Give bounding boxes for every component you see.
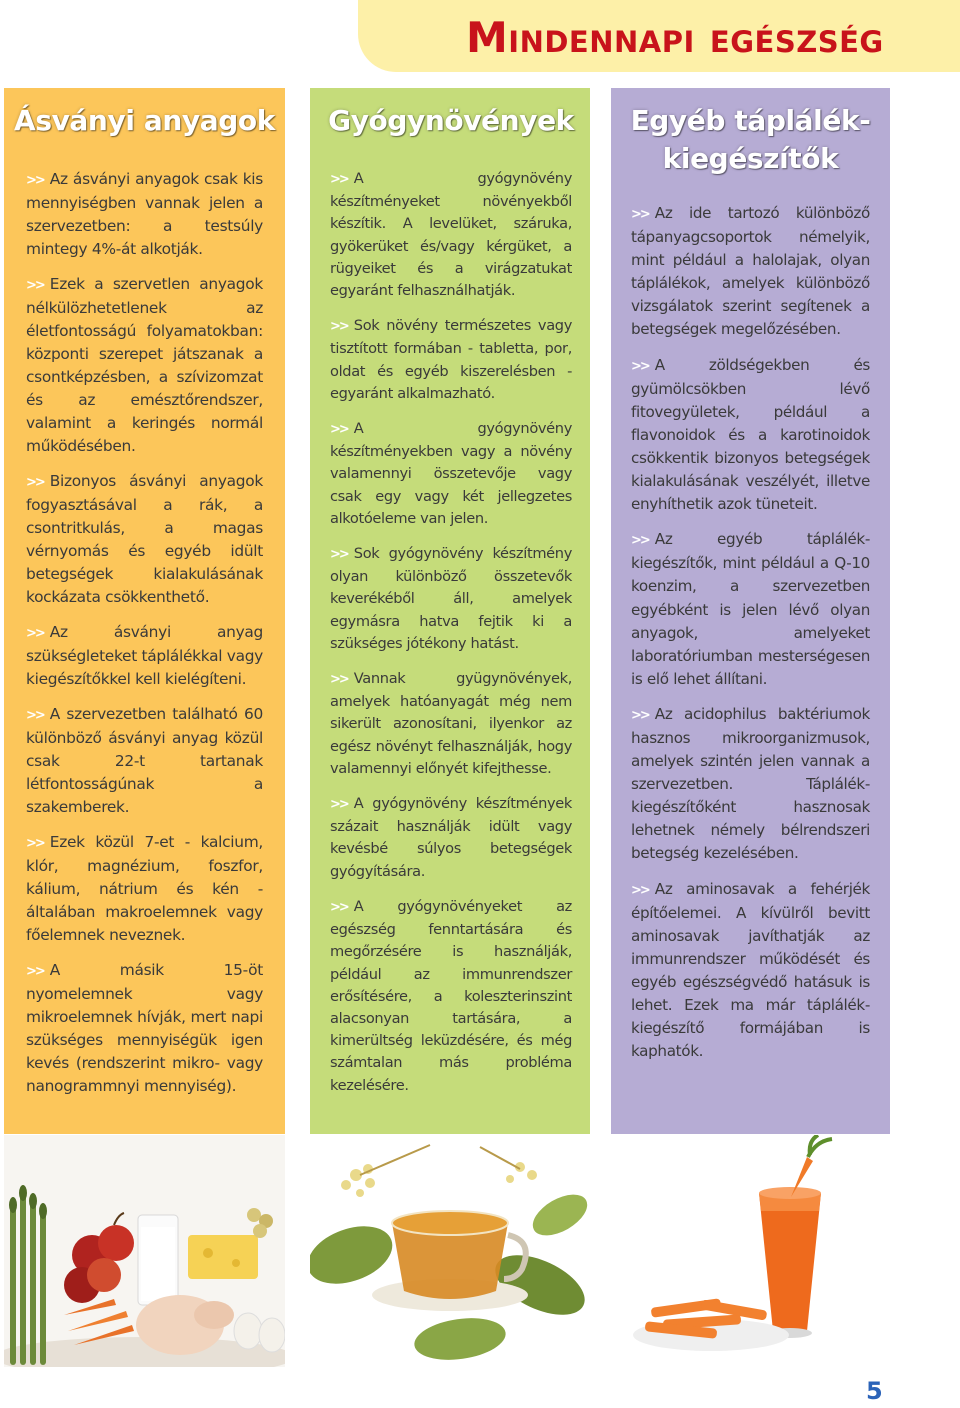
food-assortment-illustration (4, 1135, 285, 1367)
paragraph: >> A gyógynövény készítmények százait használják idült vagy kevésbé súlyos betegségek gyógyítására. (330, 795, 572, 880)
bullet-arrow-icon: >> (26, 173, 44, 188)
carrot-juice-illustration (611, 1135, 890, 1367)
column-supplements (611, 88, 890, 1134)
paragraph: >> Az ide tartozó különböző tápanyagcsoportok némelyik, mint például a halolajak, olyan táplálékok, amelyek különböző vizsgálatok szerint segítenek a betegségek megelőzésében. (631, 204, 870, 339)
bullet-arrow-icon: >> (26, 836, 44, 851)
page-number: 5 (866, 1377, 883, 1405)
bullet-arrow-icon: >> (26, 278, 44, 293)
paragraph: >> Az acidophilus baktériumok hasznos mikroorganizmusok, amelyek szintén jelen vannak a szervezetben. Táplálék-kiegészítőként hasznosak lehetnek némely bélrendszeri betegség kezelésében. (631, 704, 870, 863)
bullet-arrow-icon: >> (26, 708, 44, 723)
paragraph: >> Ezek közül 7-et - kalcium, klór, magnézium, foszfor, kálium, nátrium és kén - általában makroelemnek vagy főelemnek neveznek. (26, 833, 263, 944)
paragraph: >> Bizonyos ásványi anyagok fogyasztásával a rák, a csontritkulás, a magas vérnyomás és egyéb idült betegségek kialakulásának kockázata csökkenthető. (26, 472, 263, 606)
food-assortment-photo (4, 1135, 285, 1367)
paragraph: >> Sok növény természetes vagy tisztított formában - tabletta, por, oldat és egyéb kiszerelésben - egyaránt alkalmazható. (330, 317, 572, 402)
bullet-arrow-icon: >> (631, 358, 649, 374)
paragraph: >> A szervezetben található 60 különböző ásványi anyag közül csak 22-t tartanak létfontosságúnak a szakemberek. (26, 705, 263, 816)
herbal-tea-photo (310, 1135, 590, 1367)
paragraph: >> Ezek a szervetlen anyagok nélkülözhetetlenek az életfontosságú folyamatokban: központi szerepet játszanak a csontképzésben, a szívizomzat és az emésztőrendszer, valamint a keringés normál működésében. (26, 275, 263, 455)
paragraph: >> Az ásványi anyagok csak kis mennyiségben vannak jelen a szervezetben: a testsúly mintegy 4%-át alkotják. (26, 170, 263, 258)
bullet-arrow-icon: >> (26, 626, 44, 641)
column-herbs (310, 88, 590, 1134)
carrot-juice-photo (611, 1135, 890, 1367)
paragraph: >> A gyógynövény készítményeket növényekből készítik. A levelüket, száruka, gyökerüket és/vagy kérgüket, a rügyeiket és a virágzatukat egyaránt felhasználhatják. (330, 170, 572, 300)
bullet-arrow-icon: >> (330, 672, 348, 688)
bullet-arrow-icon: >> (330, 422, 348, 438)
page-header-title: Mindennapi egészség (466, 13, 884, 62)
bullet-arrow-icon: >> (631, 707, 649, 723)
column-minerals (4, 88, 285, 1134)
paragraph: >> A gyógynövény készítményekben vagy a növény valamennyi összetevője vagy csak egy vagy két jellegzetes alkotóeleme van jelen. (330, 420, 572, 527)
column-title: Egyéb táplálék-kiegészítők (630, 104, 871, 175)
paragraph: >> A zöldségekben és gyümölcsökben lévő fitovegyületek, például a flavonoidok és a karotinoidok csökkentik bizonyos betegségek kialakulásának veszélyét, illetve enyhíthetik azok tüneteit. (631, 355, 870, 514)
herbal-tea-illustration (310, 1135, 590, 1367)
paragraph: >> A gyógynövényeket az egészség fenntartására és megőrzésére is használják, például az immunrendszer erősítésére, a koleszterinszint alacsonyan tartására, a kimerültség leküzdésére, és még számtalan más probléma kezelésére. (330, 897, 572, 1094)
paragraph: >> Az aminosavak a fehérjék építőelemei. A kívülről bevitt aminosavak javíthatják az immunrendszer működését és egyéb egészségvédő hatásuk is lehet. Ezek ma már táplálék-kiegészítő formájában is kaphatók. (631, 879, 870, 1061)
paragraph: >> Az egyéb táplálék-kiegészítők, mint például a Q-10 koenzim, a szervezetben egyébként is jelen lévő olyan anyagok, amelyeket laboratóriumban mesterségesen is elő lehet állítani. (631, 530, 870, 688)
bullet-arrow-icon: >> (631, 533, 649, 549)
column-title: Gyógynövények (328, 104, 574, 137)
paragraph: >> Sok gyógynövény készítmény olyan különböző összetevők keverékéből áll, amelyek egymásra hatva fejtik ki a szükséges jótékony hatást. (330, 545, 572, 652)
bullet-arrow-icon: >> (330, 172, 348, 187)
column-title: Ásványi anyagok (14, 104, 275, 137)
bullet-arrow-icon: >> (26, 964, 44, 979)
bullet-arrow-icon: >> (26, 475, 44, 490)
paragraph: >> A másik 15-öt nyomelemnek vagy mikroelemnek hívják, mert napi szükséges mennyiségük igen kevés (rendszerint mikro- vagy nanogrammnyi mennyiség). (26, 961, 263, 1095)
bullet-arrow-icon: >> (330, 797, 348, 813)
bullet-arrow-icon: >> (631, 882, 649, 898)
bullet-arrow-icon: >> (330, 899, 348, 915)
bullet-arrow-icon: >> (631, 207, 649, 222)
bullet-arrow-icon: >> (330, 547, 348, 563)
paragraph: >> Vannak gyügynövények, amelyek hatóanyagát még nem sikerült azonosítani, ilyenkor az egész növényt felhasználják, hogy valamennyi előnyét kifejthesse. (330, 670, 572, 777)
bullet-arrow-icon: >> (330, 319, 348, 335)
paragraph: >> Az ásványi anyag szükségleteket táplálékkal vagy kiegészítőkkel kell kielégíteni. (26, 623, 263, 688)
